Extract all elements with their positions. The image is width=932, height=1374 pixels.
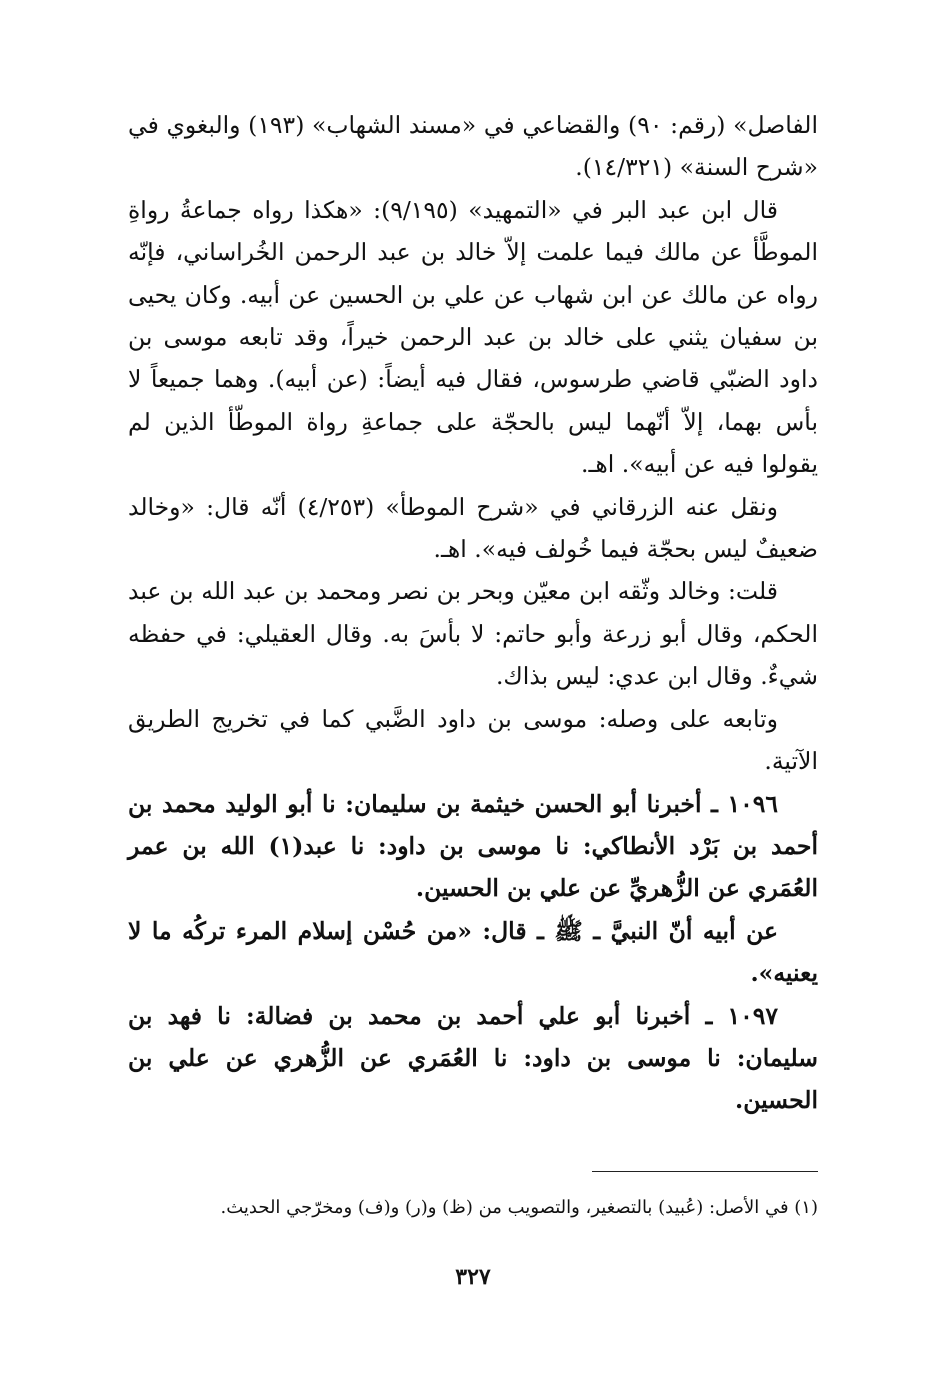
paragraph-5: وتابعه على وصله: موسى بن داود الضَّبي كما في تخريج الطريق الآتية.: [128, 704, 818, 776]
footnote: (١) في الأصل: (عُبيد) بالتصغير، والتصويب من (ظ) و(ر) و(ف) ومخرّجي الحديث.: [220, 1197, 818, 1218]
page-number: ٣٢٧: [455, 1264, 491, 1290]
paragraph-4: قلت: وخالد وثّقه ابن معيّن وبحر بن نصر ومحمد بن عبد الله بن عبد الحكم، وقال أبو زرعة وأبو حاتم: لا بأسَ به. وقال العقيلي: في حفظه شيءٌ. وقال ابن عدي: ليس بذاك.: [128, 577, 818, 691]
document-page: [128, 104, 818, 1290]
hadith-1097-chain: ١٠٩٧ ـ أخبرنا أبو علي أحمد بن محمد بن فضالة: نا فهد بن سليمان: نا موسى بن داود: نا العُمَري عن الزُّهري عن علي بن الحسين.: [128, 1001, 818, 1115]
paragraph-1: الفاصل» (رقم: ٩٠) والقضاعي في «مسند الشهاب» (١٩٣) والبغوي في «شرح السنة» (١٤/٣٢١).: [128, 111, 818, 182]
hadith-1096-text: عن أبيه أنّ النبيَّ ـ ﷺ ـ قال: «من حُسْن إسلام المرء تركُه ما لا يعنيه».: [128, 916, 818, 988]
footnote-divider: [592, 1171, 818, 1172]
paragraph-3: ونقل عنه الزرقاني في «شرح الموطأ» (٤/٢٥٣) أنّه قال: «وخالد ضعيفٌ ليس بحجّة فيما خُولف فيه». اهـ.: [128, 492, 818, 564]
paragraph-2: قال ابن عبد البر في «التمهيد» (٩/١٩٥): «هكذا رواه جماعةُ رواةِ الموطَّأ عن مالك فيما علمت إلاّ خالد بن عبد الرحمن الخُراساني، فإنّه رواه عن مالك عن ابن شهاب عن علي بن الحسين عن أبيه. وكان يحيى بن سفيان يثني على خالد بن عبد الرحمن خيراً، وقد تابعه موسى بن داود الضبّي قاضي طرسوس، فقال فيه أيضاً: (عن أبيه). وهما جميعاً لا بأس بهما، إلاّ أنّهما ليس بالحجّة على جماعةِ رواة الموطّأ الذين لم يقولوا فيه عن أبيه». اهـ.: [128, 195, 818, 479]
main-text: [128, 104, 818, 1122]
hadith-1096-chain: ١٠٩٦ ـ أخبرنا أبو الحسن خيثمة بن سليمان: نا أبو الوليد محمد بن أحمد بن بَرْد الأنطاكي: نا موسى بن داود: نا عبد(١) الله بن عمر العُمَري عن الزُّهريِّ عن علي بن الحسين.: [128, 789, 818, 903]
